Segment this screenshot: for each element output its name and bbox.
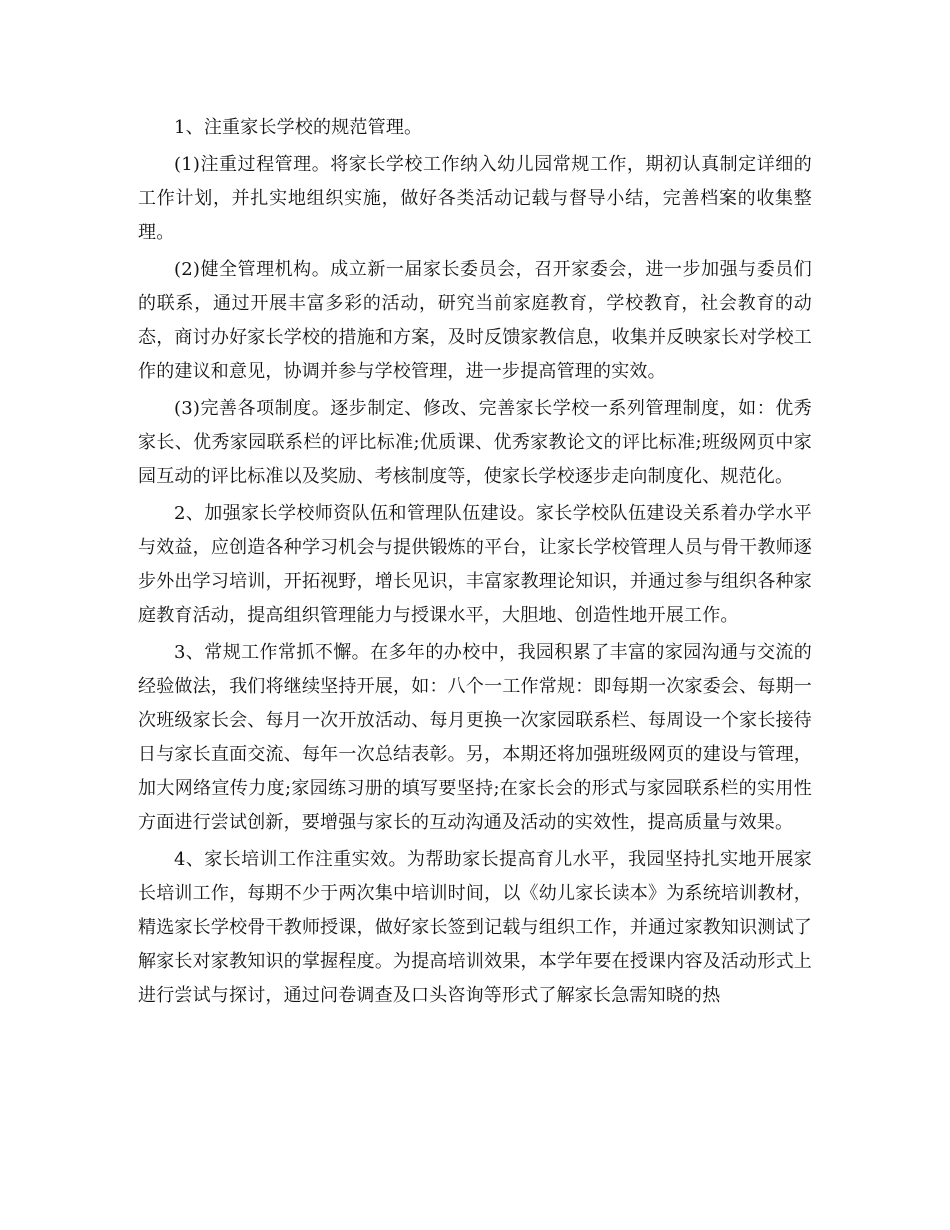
paragraph-5: 2、加强家长学校师资队伍和管理队伍建设。家长学校队伍建设关系着办学水平与效益，应创造各种学习机会与提供锻炼的平台，让家长学校管理人员与骨干教师逐步外出学习培训，开拓视野，增长见识，丰富家教理论知识，并通过参与组织各种家庭教育活动，提高组织管理能力与授课水平，大胆地、创造性地开展工作。 (138, 503, 812, 626)
paragraph-2: (1)注重过程管理。将家长学校工作纳入幼儿园常规工作，期初认真制定详细的工作计划，并扎实地组织实施，做好各类活动记载与督导小结，完善档案的收集整理。 (138, 154, 812, 243)
document-body (138, 111, 812, 1016)
paragraph-7: 4、家长培训工作注重实效。为帮助家长提高育儿水平，我园坚持扎实地开展家长培训工作，每期不少于两次集中培训时间，以《幼儿家长读本》为系统培训教材，精选家长学校骨干教师授课，做好家长签到记载与组织工作，并通过家教知识测试了解家长对家教知识的掌握程度。为提高培训效果，本学年要在授课内容及活动形式上进行尝试与探讨，通过问卷调查及口头咨询等形式了解家长急需知晓的热 (138, 849, 812, 1006)
paragraph-4: (3)完善各项制度。逐步制定、修改、完善家长学校一系列管理制度，如：优秀家长、优秀家园联系栏的评比标准;优质课、优秀家教论文的评比标准;班级网页中家园互动的评比标准以及奖励、考核制度等，使家长学校逐步走向制度化、规范化。 (138, 398, 812, 487)
paragraph-3: (2)健全管理机构。成立新一届家长委员会，召开家委会，进一步加强与委员们的联系，通过开展丰富多彩的活动，研究当前家庭教育，学校教育，社会教育的动态，商讨办好家长学校的措施和方案，及时反馈家教信息，收集并反映家长对学校工作的建议和意见，协调并参与学校管理，进一步提高管理的实效。 (138, 259, 812, 382)
paragraph-6: 3、常规工作常抓不懈。在多年的办校中，我园积累了丰富的家园沟通与交流的经验做法，我们将继续坚持开展，如：八个一工作常规：即每期一次家委会、每期一次班级家长会、每月一次开放活动、每月更换一次家园联系栏、每周设一个家长接待日与家长直面交流、每年一次总结表彰。另，本期还将加强班级网页的建设与管理，加大网络宣传力度;家园练习册的填写要坚持;在家长会的形式与家园联系栏的实用性方面进行尝试创新，要增强与家长的互动沟通及活动的实效性，提高质量与效果。 (138, 642, 812, 833)
paragraph-1: 1、注重家长学校的规范管理。 (174, 117, 423, 138)
